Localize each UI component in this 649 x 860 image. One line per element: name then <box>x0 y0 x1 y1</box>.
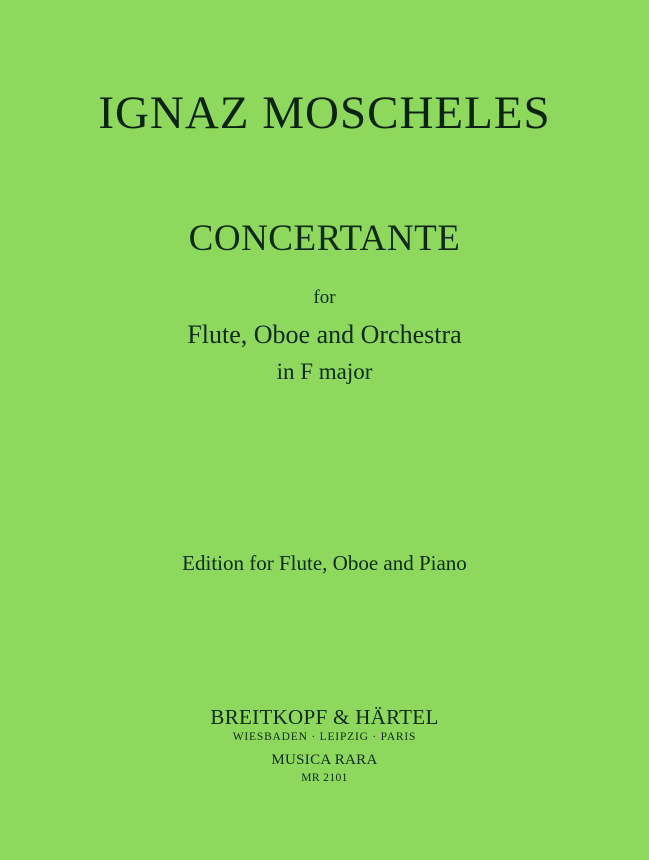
instrumentation: Flute, Oboe and Orchestra <box>187 320 462 349</box>
publisher-name: BREITKOPF & HÄRTEL <box>210 705 439 729</box>
key-signature: in F major <box>276 359 373 384</box>
composer-name: IGNAZ MOSCHELES <box>98 87 551 139</box>
publisher-cities: WIESBADEN · LEIPZIG · PARIS <box>232 731 417 743</box>
for-text: for <box>313 287 336 308</box>
work-title: CONCERTANTE <box>188 218 461 259</box>
edition-note: Edition for Flute, Oboe and Piano <box>182 551 467 575</box>
imprint-name: MUSICA RARA <box>271 752 378 768</box>
catalog-number: MR 2101 <box>301 772 348 784</box>
